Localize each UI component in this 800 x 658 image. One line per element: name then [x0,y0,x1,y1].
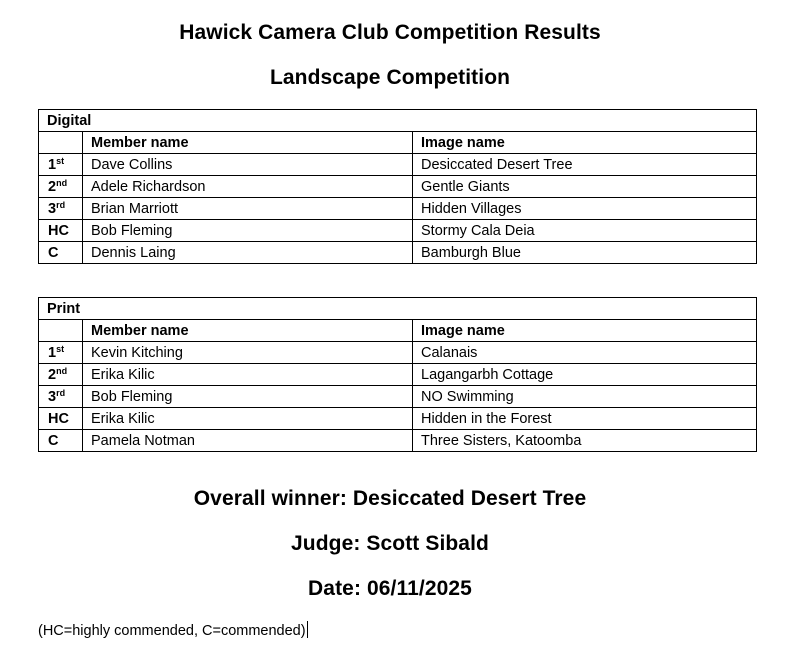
member-name-header[interactable]: Member name [83,132,413,154]
text-cursor [307,621,308,638]
place-label: HC [48,222,69,239]
member-cell[interactable]: Kevin Kitching [83,342,413,364]
document-title: Hawick Camera Club Competition Results [179,21,601,44]
place-cell[interactable] [39,242,83,264]
table-row [39,176,757,198]
table-row [39,198,757,220]
section-label-print[interactable]: Print [39,298,757,320]
member-cell[interactable]: Erika Kilic [83,408,413,430]
place-label: 3 [48,388,57,405]
place-suffix: nd [56,365,68,376]
header-row [39,132,757,154]
place-label: C [48,432,59,449]
place-label: C [48,244,59,261]
place-label: 1 [48,344,57,361]
image-cell[interactable]: Lagangarbh Cottage [413,364,757,386]
table-row [39,220,757,242]
digital-results-table [38,109,757,264]
place-cell[interactable] [39,364,83,386]
member-cell[interactable]: Adele Richardson [83,176,413,198]
image-cell[interactable]: Stormy Cala Deia [413,220,757,242]
place-suffix: st [56,155,65,166]
image-cell[interactable]: NO Swimming [413,386,757,408]
image-cell[interactable]: Calanais [413,342,757,364]
image-cell[interactable]: Three Sisters, Katoomba [413,430,757,452]
judge-line: Judge: Scott Sibald [291,532,489,555]
place-label: 2 [48,366,57,383]
print-results-table [38,297,757,452]
section-row [39,298,757,320]
image-name-header[interactable]: Image name [413,320,757,342]
table-row [39,430,757,452]
member-cell[interactable]: Dennis Laing [83,242,413,264]
member-cell[interactable]: Bob Fleming [83,220,413,242]
image-cell[interactable]: Hidden Villages [413,198,757,220]
place-cell[interactable] [39,176,83,198]
member-cell[interactable]: Brian Marriott [83,198,413,220]
member-name-header[interactable]: Member name [83,320,413,342]
image-cell[interactable]: Hidden in the Forest [413,408,757,430]
place-cell[interactable] [39,342,83,364]
image-cell[interactable]: Gentle Giants [413,176,757,198]
place-suffix: rd [56,387,66,398]
image-cell[interactable]: Bamburgh Blue [413,242,757,264]
place-cell[interactable] [39,154,83,176]
section-row [39,110,757,132]
footnote-paragraph[interactable] [38,621,308,639]
place-cell[interactable] [39,198,83,220]
place-label: HC [48,410,69,427]
member-cell[interactable]: Dave Collins [83,154,413,176]
member-cell[interactable]: Bob Fleming [83,386,413,408]
place-label: 2 [48,178,57,195]
competition-subtitle: Landscape Competition [269,66,511,89]
place-cell[interactable] [39,386,83,408]
table-row [39,242,757,264]
table-row [39,342,757,364]
place-header-cell[interactable] [39,132,83,154]
member-cell[interactable]: Pamela Notman [83,430,413,452]
place-cell[interactable] [39,430,83,452]
footnote-text: (HC=highly commended, C=commended) [38,623,306,639]
place-header-cell[interactable] [39,320,83,342]
date-line: Date: 06/11/2025 [308,577,472,600]
image-name-header[interactable]: Image name [413,132,757,154]
overall-winner-line: Overall winner: Desiccated Desert Tree [193,487,587,510]
place-suffix: st [56,343,65,354]
place-label: 3 [48,200,57,217]
member-cell[interactable]: Erika Kilic [83,364,413,386]
place-label: 1 [48,156,57,173]
image-cell[interactable]: Desiccated Desert Tree [413,154,757,176]
place-suffix: nd [56,177,68,188]
section-label-digital[interactable]: Digital [39,110,757,132]
place-cell[interactable] [39,408,83,430]
place-suffix: rd [56,199,66,210]
header-row [39,320,757,342]
table-row [39,154,757,176]
table-row [39,364,757,386]
place-cell[interactable] [39,220,83,242]
table-row [39,408,757,430]
table-row [39,386,757,408]
